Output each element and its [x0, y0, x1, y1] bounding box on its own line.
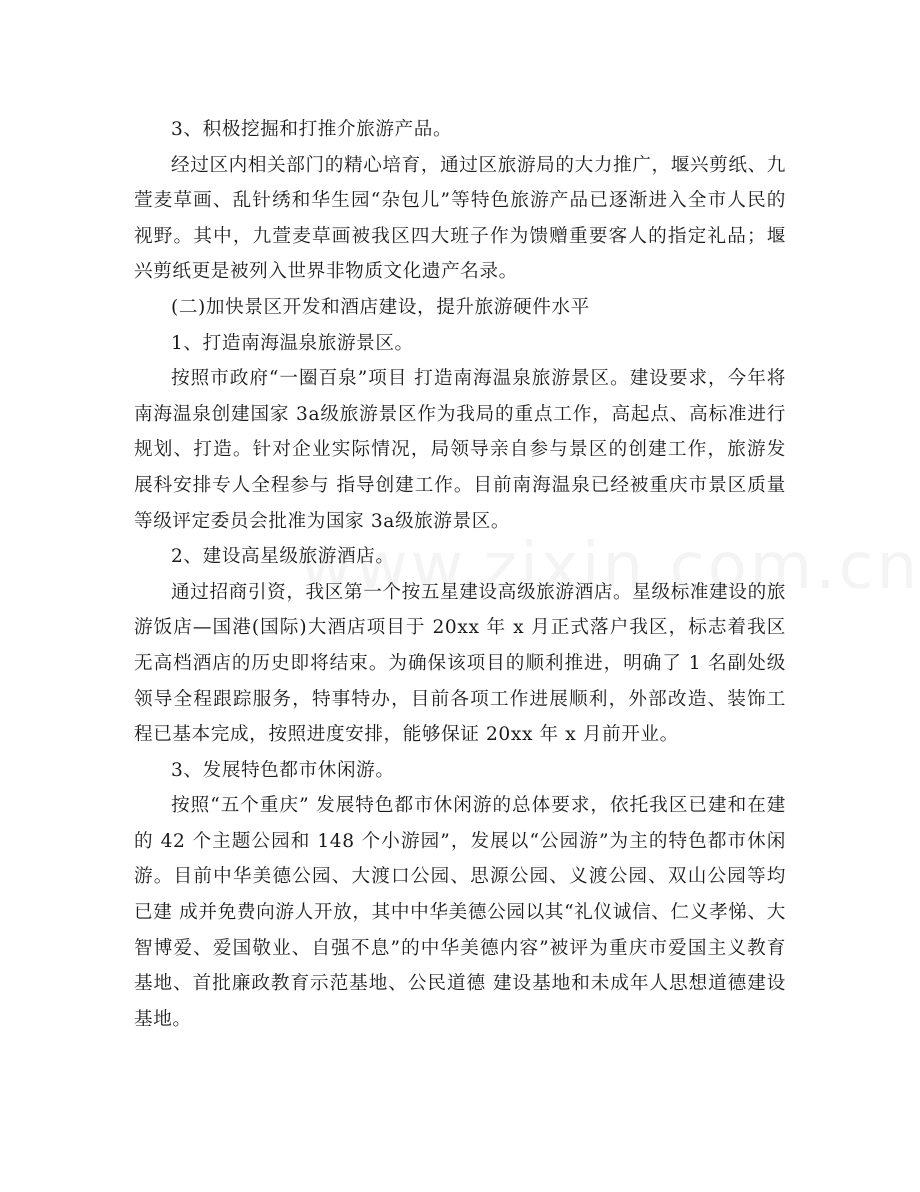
document-body: [134, 112, 786, 1037]
paragraph-leisure: 按照“五个重庆” 发展特色都市休闲游的总体要求，依托我区已建和在建的 42 个主题公园和 148 个小游园”，发展以“公园游”为主的特色都市休闲游。目前中华美德公园、大渡口公园、思源公园、义渡公园、双山公园等均已建 成并免费向游人开放，其中中华美德公园以其“礼仪诚信、仁义孝悌、大智博爱、爱国敬业、自强不息”的中华美德内容”被评为重庆市爱国主义教育基地、首批廉政教育示范基地、公民道德 建设基地和未成年人思想道德建设基地。: [134, 795, 786, 1030]
paragraph-hot-spring: 按照市政府“一圈百泉”项目 打造南海温泉旅游景区。建设要求，今年将南海温泉创建国家 3a级旅游景区作为我局的重点工作，高起点、高标准进行规划、打造。针对企业实际情况，局领导亲自参与景区的创建工作，旅游发展科安排专人全程参与 指导创建工作。目前南海温泉已经被重庆市景区质量等级评定委员会批准为国家 3a级旅游景区。: [134, 368, 786, 532]
heading-1-hot-spring: 1、打造南海温泉旅游景区。: [171, 332, 414, 354]
paragraph-hotel: 通过招商引资，我区第一个按五星建设高级旅游酒店。星级标准建设的旅游饭店—国港(国际)大酒店项目于 20xx 年 x 月正式落户我区，标志着我区无高档酒店的历史即将结束。为确保该项目的顺利推进，明确了 1 名副处级领导全程跟踪服务，特事特办，目前各项工作进展顺利，外部改造、装饰工程已基本完成，按照进度安排，能够保证 20xx 年 x 月前开业。: [134, 581, 786, 746]
heading-3-leisure: 3、发展特色都市休闲游。: [171, 759, 395, 781]
section-heading-2: (二)加快景区开发和酒店建设，提升旅游硬件水平: [171, 296, 590, 318]
paragraph-products: 经过区内相关部门的精心培育，通过区旅游局的大力推广，堰兴剪纸、九萱麦草画、乱针绣和华生园“杂包儿”等特色旅游产品已逐渐进入全市人民的视野。其中，九萱麦草画被我区四大班子作为馈赠重要客人的指定礼品；堰兴剪纸更是被列入世界非物质文化遗产名录。: [134, 154, 786, 283]
heading-2-hotel: 2、建设高星级旅游酒店。: [171, 546, 395, 568]
heading-3-products: 3、积极挖掘和打推介旅游产品。: [171, 119, 453, 140]
